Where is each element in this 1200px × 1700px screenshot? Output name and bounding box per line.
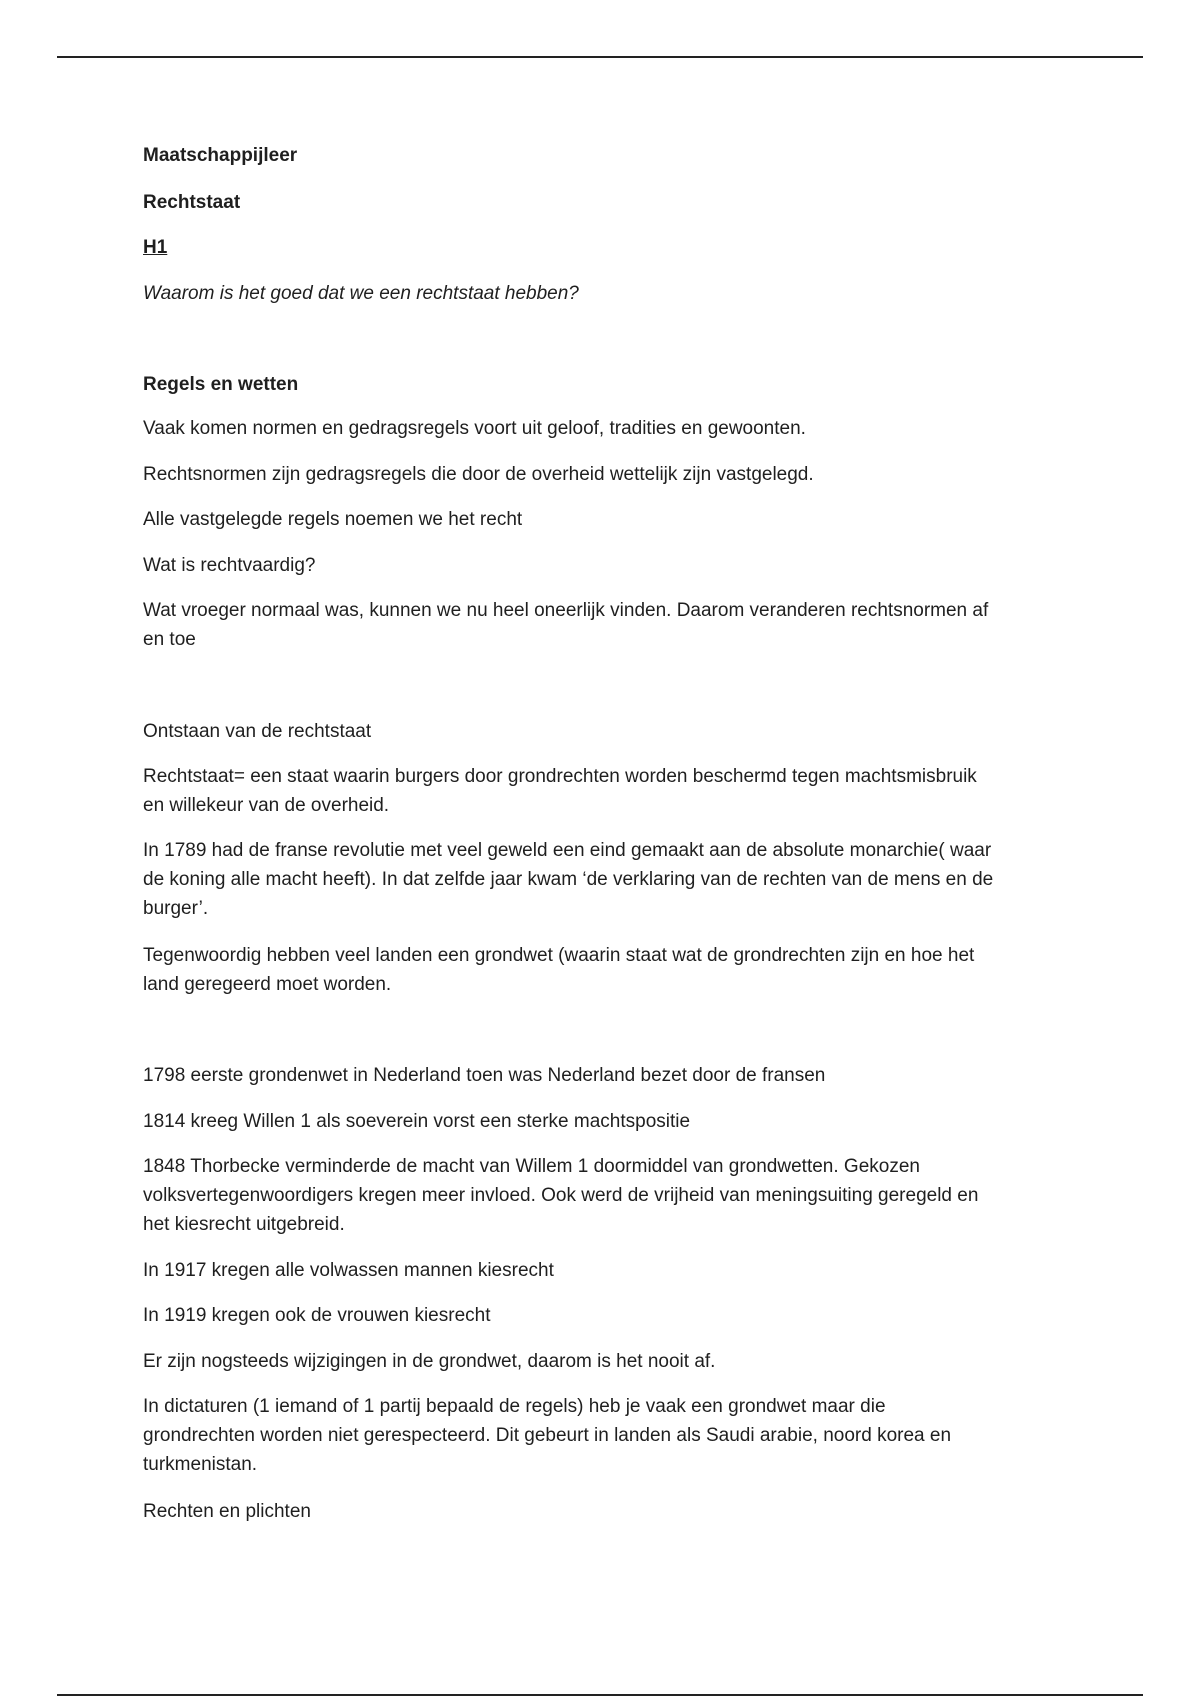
paragraph-line: grondrechten worden niet gerespecteerd. Dit gebeurt in landen als Saudi arabie, noord korea en xyxy=(143,1425,952,1446)
section-heading-ontstaan: Ontstaan van de rechtstaat xyxy=(143,721,372,742)
paragraph-line: Tegenwoordig hebben veel landen een grondwet (waarin staat wat de grondrechten zijn en hoe het xyxy=(143,945,975,966)
paragraph-line: land geregeerd moet worden. xyxy=(143,974,392,995)
paragraph: Vaak komen normen en gedragsregels voort uit geloof, tradities en gewoonten. xyxy=(143,418,806,439)
paragraph-line: en willekeur van de overheid. xyxy=(143,795,390,816)
paragraph: Rechten en plichten xyxy=(143,1501,311,1522)
section-heading-regels: Regels en wetten xyxy=(143,374,299,395)
paragraph: Rechtsnormen zijn gedragsregels die door de overheid wettelijk zijn vastgelegd. xyxy=(143,464,814,485)
paragraph-line: volksvertegenwoordigers kregen meer invloed. Ook werd de vrijheid van meningsuiting geregeld en xyxy=(143,1185,979,1206)
chapter-heading: H1 xyxy=(143,237,168,258)
paragraph: Wat is rechtvaardig? xyxy=(143,555,316,576)
paragraph-line: en toe xyxy=(143,629,196,650)
paragraph-line: het kiesrecht uitgebreid. xyxy=(143,1214,345,1235)
paragraph: In 1917 kregen alle volwassen mannen kiesrecht xyxy=(143,1260,554,1281)
paragraph-line: de koning alle macht heeft). In dat zelfde jaar kwam ‘de verklaring van de rechten van de mens en de xyxy=(143,869,994,890)
paragraph-line: Rechtstaat= een staat waarin burgers door grondrechten worden beschermd tegen machtsmisbruik xyxy=(143,766,977,787)
paragraph-line: turkmenistan. xyxy=(143,1454,258,1475)
paragraph: In 1919 kregen ook de vrouwen kiesrecht xyxy=(143,1305,491,1326)
document-subtitle: Rechtstaat xyxy=(143,192,241,213)
paragraph: Er zijn nogsteeds wijzigingen in de grondwet, daarom is het nooit af. xyxy=(143,1351,716,1372)
paragraph-line: Wat vroeger normaal was, kunnen we nu heel oneerlijk vinden. Daarom veranderen rechtsnormen af xyxy=(143,600,989,621)
paragraph: 1814 kreeg Willen 1 als soeverein vorst een sterke machtspositie xyxy=(143,1111,691,1132)
top-page-rule xyxy=(57,56,1143,58)
bottom-page-rule xyxy=(57,1694,1143,1696)
paragraph: Alle vastgelegde regels noemen we het recht xyxy=(143,509,523,530)
paragraph-line: 1848 Thorbecke verminderde de macht van Willem 1 doormiddel van grondwetten. Gekozen xyxy=(143,1156,920,1177)
chapter-question: Waarom is het goed dat we een rechtstaat hebben? xyxy=(143,283,579,304)
paragraph-line: burger’. xyxy=(143,898,209,919)
paragraph: 1798 eerste grondenwet in Nederland toen was Nederland bezet door de fransen xyxy=(143,1065,826,1086)
paragraph-line: In 1789 had de franse revolutie met veel geweld een eind gemaakt aan de absolute monarchie( waar xyxy=(143,840,992,861)
document-title: Maatschappijleer xyxy=(143,145,298,166)
paragraph-line: In dictaturen (1 iemand of 1 partij bepaald de regels) heb je vaak een grondwet maar die xyxy=(143,1396,886,1417)
